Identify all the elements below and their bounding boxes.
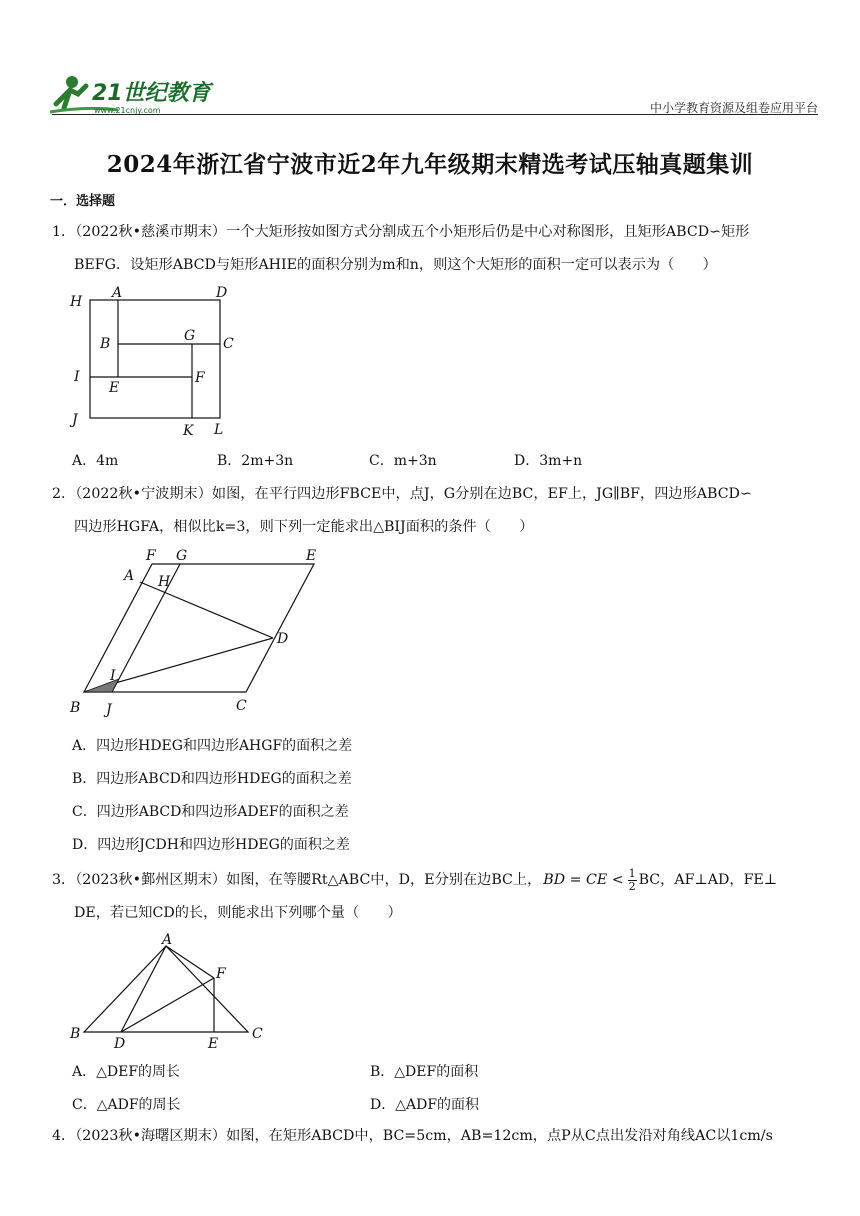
figure-2 xyxy=(66,544,336,724)
q3-text-a: 3．（2023秋•鄞州区期末）如图，在等腰Rt△ABC中，D，E分别在边BC上， xyxy=(52,872,542,888)
fig2-label-G: G xyxy=(176,548,188,564)
question-1-line1: 1．（2022秋•慈溪市期末）一个大矩形按如图方式分割成五个小矩形后仍是中心对称图形，且矩形ABCD∽矩形 xyxy=(52,224,750,240)
fig1-label-B: B xyxy=(100,336,111,352)
fig2-label-H: H xyxy=(158,574,171,590)
fig3-label-D: D xyxy=(114,1036,126,1050)
figure-3 xyxy=(66,932,276,1054)
q2-option-c: C．四边形ABCD和四边形ADEF的面积之差 xyxy=(72,804,349,820)
q3-option-d: D．△ADF的面积 xyxy=(370,1097,480,1113)
fig2-label-C: C xyxy=(236,698,247,714)
q1-option-d: D．3m+n xyxy=(514,453,583,469)
q3-option-c: C．△ADF的周长 xyxy=(72,1097,181,1113)
question-3-line2: DE，若已知CD的长，则能求出下列哪个量（ ） xyxy=(74,905,402,921)
fig2-label-B: B xyxy=(70,700,81,716)
q3-option-b: B．△DEF的面积 xyxy=(370,1064,479,1080)
q3-frac-num: 1 xyxy=(628,867,636,880)
question-2-options xyxy=(72,730,352,862)
fig1-label-C: C xyxy=(223,336,234,352)
logo-text: 21世纪教育 xyxy=(92,81,211,106)
fig2-label-D: D xyxy=(277,631,289,647)
fig2-label-J: J xyxy=(106,702,112,718)
fig2-label-I: I xyxy=(110,668,116,684)
question-2-line1: 2．（2022秋•宁波期末）如图，在平行四边形FBCE中，点J，G分别在边BC，EF上，JG∥BF，四边形ABCD∽ xyxy=(52,486,752,502)
q3-fraction xyxy=(628,868,637,893)
fig1-label-D: D xyxy=(216,285,228,301)
fig3-label-F: F xyxy=(216,966,226,982)
q3-text-b: BC，AF⊥AD，FE⊥ xyxy=(638,872,778,888)
question-4 xyxy=(52,1120,822,1153)
logo-url: www.21cnjy.com xyxy=(94,106,161,115)
q3-formula: BD = CE < xyxy=(543,872,624,888)
logo xyxy=(48,68,228,116)
fig3-label-B: B xyxy=(70,1026,81,1042)
fig1-label-G: G xyxy=(184,328,196,344)
question-3-line1 xyxy=(52,864,822,897)
q2-option-b: B．四边形ABCD和四边形HDEG的面积之差 xyxy=(72,771,352,787)
fig2-label-A: A xyxy=(124,568,135,584)
q3-option-a: A．△DEF的周长 xyxy=(72,1064,181,1080)
question-1-options xyxy=(72,450,582,470)
fig3-label-E: E xyxy=(208,1036,219,1050)
question-3 xyxy=(52,864,822,930)
question-2-line2: 四边形HGFA，相似比k=3，则下列一定能求出△BIJ面积的条件（ ） xyxy=(74,519,534,535)
fig2-label-E: E xyxy=(306,548,317,564)
fig1-label-H: H xyxy=(70,294,83,310)
fig1-label-A: A xyxy=(112,285,123,301)
fig1-label-I: I xyxy=(74,369,80,385)
fig1-label-F: F xyxy=(195,370,205,386)
fig3-label-C: C xyxy=(252,1026,263,1042)
q1-option-a: A．4m xyxy=(72,453,119,469)
question-4-line1: 4．（2023秋•海曙区期末）如图，在矩形ABCD中，BC=5cm，AB=12cm，点P从C点出发沿对角线AC以1cm/s xyxy=(52,1128,773,1144)
q2-option-d: D．四边形JCDH和四边形HDEG的面积之差 xyxy=(72,837,350,853)
question-2 xyxy=(52,478,822,544)
section-heading: 一．选择题 xyxy=(50,194,116,209)
q1-option-c: C．m+3n xyxy=(369,453,437,469)
fig3-label-A: A xyxy=(162,932,173,948)
question-1-line2: BEFG．设矩形ABCD与矩形AHIE的面积分别为m和n，则这个大矩形的面积一定可以表示为（ ） xyxy=(74,257,717,273)
question-3-options xyxy=(72,1056,772,1122)
q3-frac-den: 2 xyxy=(628,880,636,893)
fig1-label-E: E xyxy=(109,380,120,396)
q2-option-a: A．四边形HDEG和四边形AHGF的面积之差 xyxy=(72,738,353,754)
fig2-label-F: F xyxy=(146,548,156,564)
platform-name: 中小学教育资源及组卷应用平台 xyxy=(649,101,818,115)
header-divider xyxy=(52,114,818,115)
figure-1 xyxy=(66,282,246,446)
page-title: 2024年浙江省宁波市近2年九年级期末精选考试压轴真题集训 xyxy=(106,151,754,178)
question-1 xyxy=(52,216,822,282)
fig1-label-L: L xyxy=(214,422,224,438)
fig1-label-K: K xyxy=(183,423,194,439)
fig1-label-J: J xyxy=(72,412,78,428)
q1-option-b: B．2m+3n xyxy=(217,453,294,469)
